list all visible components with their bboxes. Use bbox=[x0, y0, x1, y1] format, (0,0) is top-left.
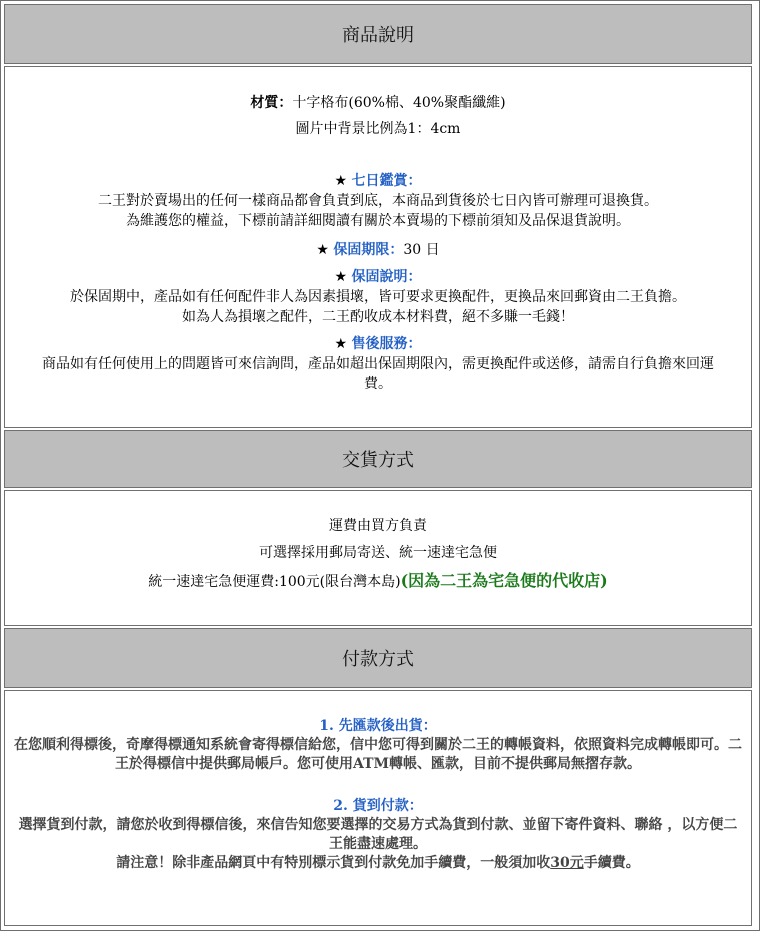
delivery-section-header bbox=[4, 430, 752, 488]
appraisal-line-2: 為維護您的權益，下標前請詳細閱讀有關於本賣場的下標前須知及品保退貨說明。 bbox=[126, 213, 630, 229]
warranty-period-line bbox=[5, 240, 751, 260]
star-icon: ★ bbox=[316, 242, 329, 258]
warranty-period-value: 30 日 bbox=[403, 242, 440, 258]
delivery-line-1: 運費由買方負責 bbox=[329, 518, 427, 534]
payment-note-suffix: 手續費。 bbox=[583, 855, 640, 871]
payment-section-body bbox=[4, 690, 752, 926]
payment-option-2-text: 選擇貨到付款，請您於收到得標信後，來信告知您要選擇的交易方式為貨到付款、並留下寄件資料、聯絡 ，以方便二王能盡速處理。 bbox=[18, 817, 738, 852]
payment-note-amount: 30元 bbox=[550, 855, 584, 871]
warranty-desc-line-1: 於保固期中，產品如有任何配件非人為因素損壞，皆可要求更換配件，更換品來回郵資由二王負擔。 bbox=[70, 289, 686, 305]
service-title bbox=[5, 334, 751, 354]
material-line bbox=[5, 93, 751, 113]
warranty-desc-line-2: 如為人為損壞之配件，二王酌收成本材料費，絕不多賺一毛錢！ bbox=[182, 309, 574, 325]
payment-option-1-text: 在您順利得標後，奇摩得標通知系統會寄得標信給您，信中您可得到關於二王的轉帳資料，依照資料完成轉帳即可。二王於得標信中提供郵局帳戶。您可使用ATM轉帳、匯款，目前不提供郵局無摺存款。 bbox=[14, 737, 742, 772]
warranty-desc-label: 保固說明： bbox=[351, 269, 422, 285]
material-value: 十字格布(60%棉、40%聚酯纖維) bbox=[292, 95, 506, 111]
payment-header-title: 付款方式 bbox=[342, 649, 414, 670]
product-section-body bbox=[4, 66, 752, 428]
payment-note bbox=[5, 854, 751, 873]
warranty-period-label: 保固期限： bbox=[333, 242, 404, 258]
star-icon: ★ bbox=[334, 336, 348, 352]
delivery-fee-note: (因為二王為宅急便的代收店) bbox=[400, 571, 608, 590]
payment-section-header bbox=[4, 628, 752, 688]
appraisal-line-1: 二王對於賣場出的任何一樣商品都會負責到底，本商品到貨後於七日內皆可辦理可退換貨。 bbox=[98, 193, 658, 209]
delivery-fee-text: 統一速達宅急便運費:100元(限台灣本島) bbox=[148, 574, 401, 590]
material-label: 材質： bbox=[250, 95, 293, 111]
appraisal-label: 七日鑑賞： bbox=[351, 173, 422, 189]
product-section-header bbox=[4, 4, 752, 64]
payment-note-prefix: 請注意！除非產品網頁中有特別標示貨到付款免加手續費，一般須加收 bbox=[116, 855, 551, 871]
service-label: 售後服務： bbox=[351, 336, 422, 352]
delivery-section-body bbox=[4, 490, 752, 626]
product-header-title: 商品說明 bbox=[342, 25, 414, 46]
appraisal-title bbox=[5, 171, 751, 191]
payment-option-2-title: 2. 貨到付款： bbox=[333, 798, 423, 814]
service-text: 商品如有任何使用上的問題皆可來信詢問，產品如超出保固期限內，需更換配件或送修，請需自行負擔來回運費。 bbox=[42, 356, 714, 392]
star-icon: ★ bbox=[334, 173, 348, 189]
warranty-desc-title bbox=[5, 267, 751, 287]
delivery-header-title: 交貨方式 bbox=[342, 450, 414, 471]
delivery-line-3 bbox=[5, 571, 751, 592]
star-icon: ★ bbox=[334, 269, 348, 285]
ratio-line: 圖片中背景比例為1：4cm bbox=[295, 121, 461, 137]
delivery-line-2: 可選擇採用郵局寄送、統一速達宅急便 bbox=[259, 545, 497, 561]
payment-option-1-title: 1. 先匯款後出貨： bbox=[319, 718, 437, 734]
